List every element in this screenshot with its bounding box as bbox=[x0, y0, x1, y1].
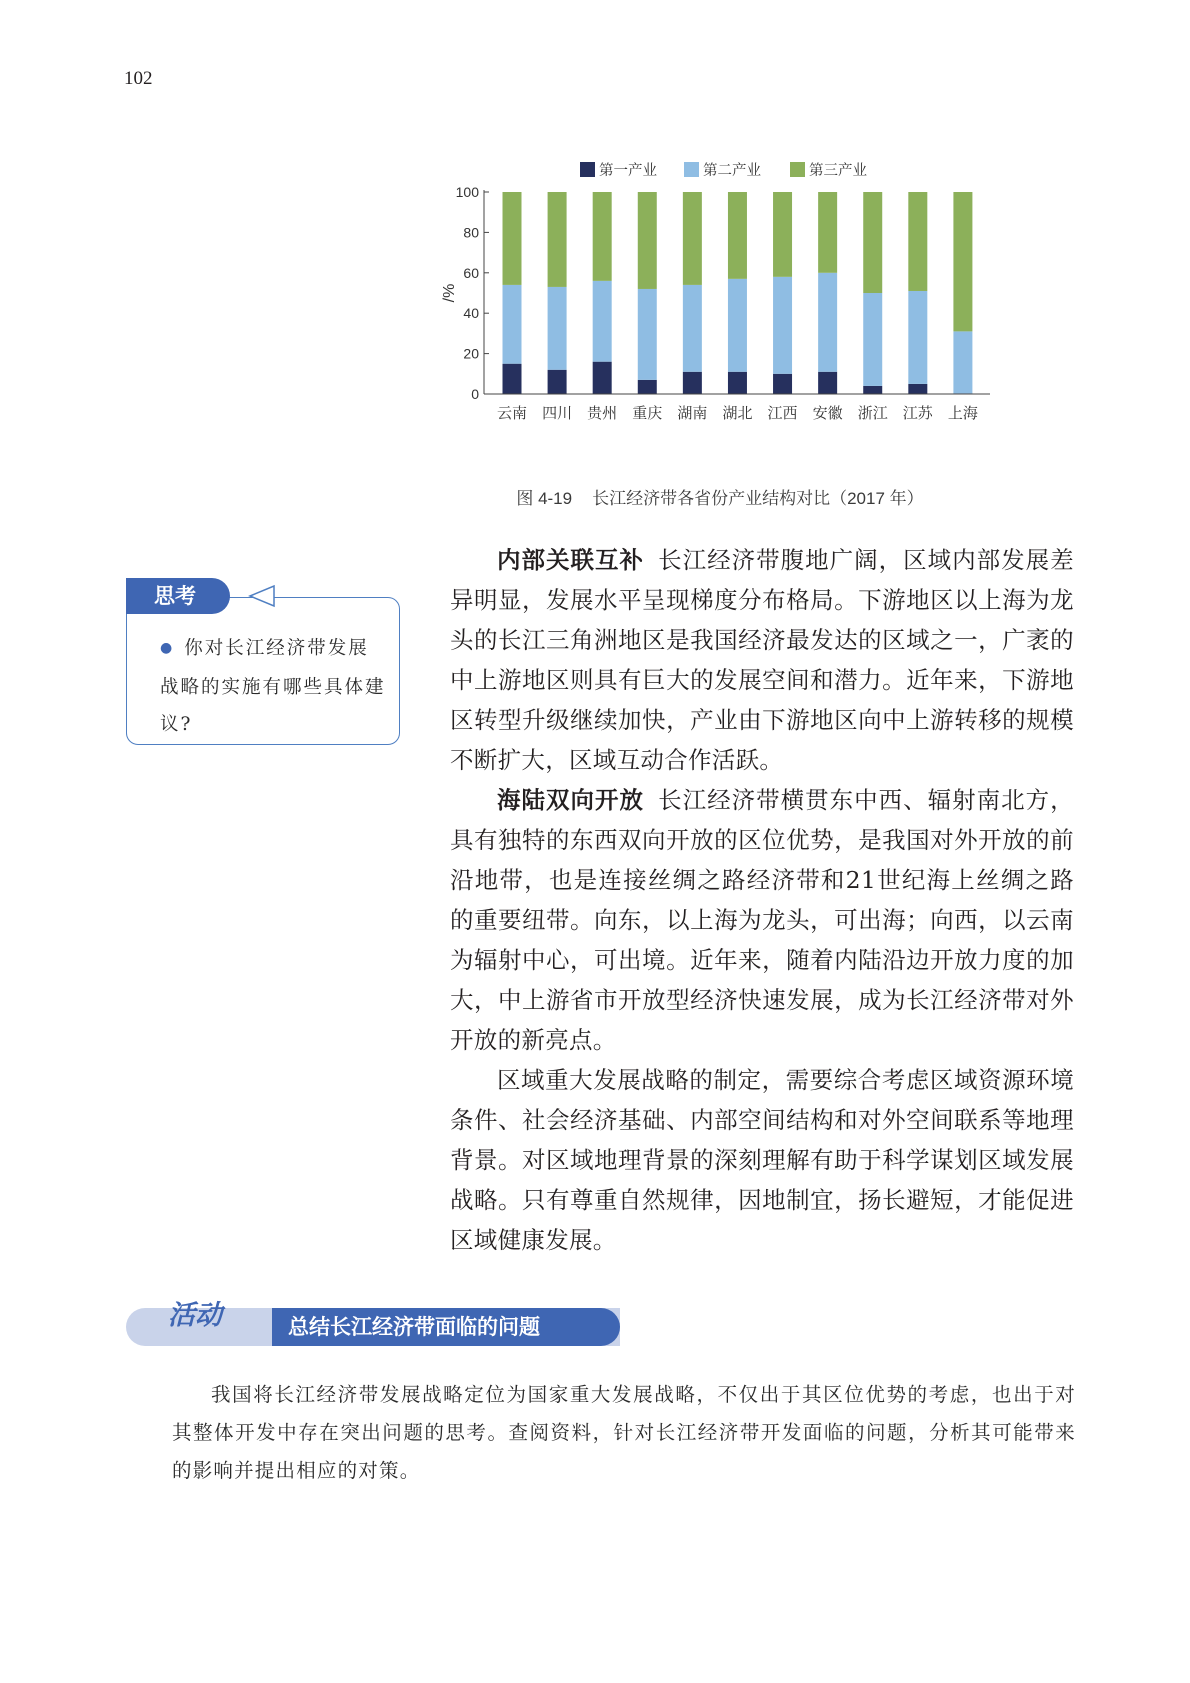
x-tick-label: 云南 bbox=[496, 405, 528, 422]
bar-segment bbox=[818, 192, 837, 273]
bar-segment bbox=[863, 386, 882, 394]
y-tick-label: 80 bbox=[463, 224, 479, 241]
y-tick-label: 60 bbox=[463, 264, 479, 281]
bar-segment bbox=[503, 192, 522, 285]
figure-number: 图 4-19 bbox=[516, 489, 573, 508]
bar-segment bbox=[548, 370, 567, 394]
activity-label: 活动 bbox=[168, 1300, 222, 1331]
bar-segment bbox=[593, 362, 612, 394]
paragraph-keyword: 内部关联互补 bbox=[497, 546, 645, 574]
bar-segment bbox=[548, 287, 567, 370]
x-tick-label: 安徽 bbox=[812, 405, 843, 422]
bar-segment bbox=[953, 192, 972, 331]
legend-label: 第二产业 bbox=[703, 163, 761, 179]
paragraph bbox=[450, 1060, 1074, 1260]
bar-segment bbox=[683, 192, 702, 285]
chart-legend bbox=[580, 162, 867, 179]
paragraph-text: 长江经济带横贯东中西、辐射南北方，具有独特的东西双向开放的区位优势，是我国对外开放的前沿地带，也是连接丝绸之路经济带和21世纪海上丝绸之路的重要纽带。向东，以上海为龙头，可出海；向西，以云南为辐射中心，可出境。近年来，随着内陆沿边开放力度的加大，中上游省市开放型经济快速发展，成为长江经济带对外开放的新亮点。 bbox=[450, 786, 1074, 1054]
bar-segment bbox=[728, 372, 747, 394]
bar-segment bbox=[773, 374, 792, 394]
bar-segment bbox=[773, 192, 792, 277]
think-tag: 思考 bbox=[126, 578, 230, 614]
legend-swatch bbox=[790, 162, 805, 177]
pointer-arrow-icon bbox=[248, 584, 276, 608]
paragraph-keyword: 海陆双向开放 bbox=[497, 786, 645, 814]
bar-segment bbox=[728, 192, 747, 279]
paragraph-text: 长江经济带腹地广阔，区域内部发展差异明显，发展水平呈现梯度分布格局。下游地区以上海为龙头的长江三角洲地区是我国经济最发达的区域之一，广袤的中上游地区则具有巨大的发展空间和潜力。近年来，下游地区转型升级继续加快，产业由下游地区向中上游转移的规模不断扩大，区域互动合作活跃。 bbox=[450, 546, 1074, 774]
legend-swatch bbox=[684, 162, 699, 177]
figure-title: 长江经济带各省份产业结构对比（2017 年） bbox=[592, 489, 924, 508]
bar-segment bbox=[683, 285, 702, 372]
body-text bbox=[450, 540, 1074, 1260]
bar-segment bbox=[728, 279, 747, 372]
bar-segment bbox=[548, 192, 567, 287]
bar-segment bbox=[773, 277, 792, 374]
think-question bbox=[160, 630, 386, 743]
x-tick-label: 湖南 bbox=[677, 405, 708, 422]
y-tick-label: 40 bbox=[463, 305, 479, 322]
x-tick-label: 江西 bbox=[767, 405, 798, 422]
bar-segment bbox=[818, 273, 837, 372]
legend-label: 第一产业 bbox=[599, 163, 657, 179]
bar-segment bbox=[503, 285, 522, 364]
bar-segment bbox=[638, 192, 657, 289]
activity-title: 总结长江经济带面临的问题 bbox=[272, 1308, 620, 1346]
think-question-text: 你对长江经济带发展战略的实施有哪些具体建议? bbox=[160, 638, 386, 735]
industry-structure-chart bbox=[440, 160, 1020, 460]
x-tick-label: 四川 bbox=[542, 405, 573, 422]
figure-caption bbox=[440, 484, 1000, 509]
chart-bars bbox=[503, 192, 973, 394]
legend-swatch bbox=[580, 162, 595, 177]
y-tick-label: 20 bbox=[463, 345, 479, 362]
activity-text bbox=[172, 1376, 1076, 1490]
bar-segment bbox=[908, 291, 927, 384]
x-tick-label: 湖北 bbox=[722, 405, 753, 422]
bar-segment bbox=[638, 289, 657, 380]
y-axis bbox=[441, 184, 489, 402]
bar-segment bbox=[683, 372, 702, 394]
bar-segment bbox=[953, 331, 972, 393]
y-tick-label: 0 bbox=[471, 386, 479, 402]
bar-segment bbox=[818, 372, 837, 394]
x-tick-label: 浙江 bbox=[857, 405, 888, 422]
bar-segment bbox=[908, 384, 927, 394]
x-tick-label: 贵州 bbox=[587, 405, 618, 422]
y-axis-label: /% bbox=[441, 283, 458, 303]
bar-segment bbox=[593, 281, 612, 362]
bar-segment bbox=[638, 380, 657, 394]
bar-segment bbox=[593, 192, 612, 281]
x-tick-label: 江苏 bbox=[902, 405, 933, 422]
bar-segment bbox=[863, 293, 882, 386]
paragraph bbox=[450, 780, 1074, 1060]
paragraph bbox=[450, 540, 1074, 780]
page-number: 102 bbox=[124, 68, 153, 89]
bar-segment bbox=[863, 192, 882, 293]
bar-segment bbox=[503, 364, 522, 394]
bar-segment bbox=[908, 192, 927, 291]
x-tick-label: 上海 bbox=[947, 405, 978, 422]
paragraph-text: 区域重大发展战略的制定，需要综合考虑区域资源环境条件、社会经济基础、内部空间结构和对外空间联系等地理背景。对区域地理背景的深刻理解有助于科学谋划区域发展战略。只有尊重自然规律，因地制宜，扬长避短，才能促进区域健康发展。 bbox=[450, 1066, 1074, 1254]
legend-label: 第三产业 bbox=[809, 163, 867, 179]
activity-paragraph: 我国将长江经济带发展战略定位为国家重大发展战略，不仅出于其区位优势的考虑，也出于对其整体开发中存在突出问题的思考。查阅资料，针对长江经济带开发面临的问题，分析其可能带来的影响并提出相应的对策。 bbox=[172, 1383, 1076, 1482]
bullet-icon: ● bbox=[160, 640, 175, 656]
y-tick-label: 100 bbox=[455, 184, 479, 200]
x-tick-label: 重庆 bbox=[632, 405, 663, 422]
x-axis bbox=[484, 394, 990, 422]
